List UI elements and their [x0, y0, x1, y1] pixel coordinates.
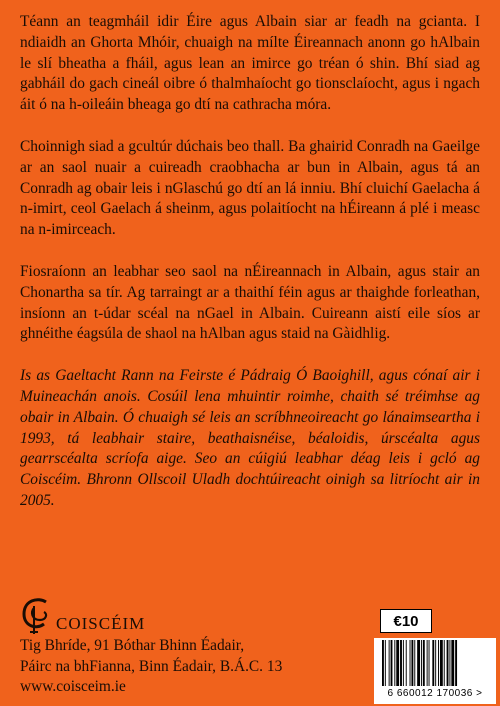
publisher-block	[20, 594, 320, 698]
price-text: €10	[393, 612, 419, 630]
publisher-address-line-1: Tig Bhríde, 91 Bóthar Bhinn Éadair,	[20, 637, 245, 654]
barcode	[374, 638, 496, 704]
blurb-paragraph-3: Fiosraíonn an leabhar seo saol na nÉireannach in Albain, agus stair an Chonartha sa tír. Ag tarraingt ar a thaithí féin agus ar thaighde forleathan, insíonn an t-údar scéal na nGael in Albain. Cuireann aistí eile síos ar ghnéithe éagsúla de shaol na hAlban agus staid na Gàidhlig.	[20, 262, 480, 343]
publisher-logo	[20, 594, 320, 636]
publisher-name: COISCÉIM	[56, 614, 146, 633]
blurb-paragraph-2: Choinnigh siad a gcultúr dúchais beo thall. Ba ghairid Conradh na Gaeilge ar an saol nuair a cuireadh craobhacha ar bun in Albain, agus tá an Conradh ag obair leis i nGlaschú go dtí an lá inniu. Bhí cluichí Gaelacha á n-imirt, ceol Gaelach á sheinm, agus polaitíocht na hÉireann á plé i measc na n-imirceach.	[20, 137, 480, 239]
publisher-address-line-2: Páirc na bhFianna, Binn Éadair, B.Á.C. 13	[20, 657, 283, 675]
back-cover-text	[20, 12, 480, 512]
author-bio: Is as Gaeltacht Rann na Feirste é Pádraig Ó Baoighill, agus cónaí air i Muineachán anois. Cosúil lena mhuintir roimhe, chaith sé tréimhse ag obair in Albain. Ó chuaigh sé leis an scríbhneoireacht go lánaimseartha i 1993, tá leabhair staire, beathaisnéise, béaloidis, úrscéalta agus gearrscéalta scríofa aige. Seo an cúigiú leabhar déag leis i gcló ag Coiscéim. Bhronn Ollscoil Uladh dochtúireacht oinigh sa litríocht air in 2005.	[20, 367, 480, 509]
barcode-number: 6 660012 170036 >	[387, 688, 483, 699]
blurb-paragraph-1: Téann an teagmháil idir Éire agus Albain siar ar feadh na gcianta. I ndiaidh an Ghorta Mhóir, chuaigh na mílte Éireannach anonn go hAlbain le slí bheatha a fháil, agus lean an imirce go tréan ó shin. Bhí siad ag gabháil do gach cineál oibre ó thalmhaíocht go tionsclaíocht, agus i ngach áit ó na h-oileáin bheaga go dtí na cathracha móra.	[20, 13, 480, 114]
barcode-bars-icon	[382, 640, 488, 688]
price-label	[380, 609, 432, 633]
coisceim-logo-icon	[20, 596, 54, 636]
publisher-website: www.coisceim.ie	[20, 678, 126, 695]
